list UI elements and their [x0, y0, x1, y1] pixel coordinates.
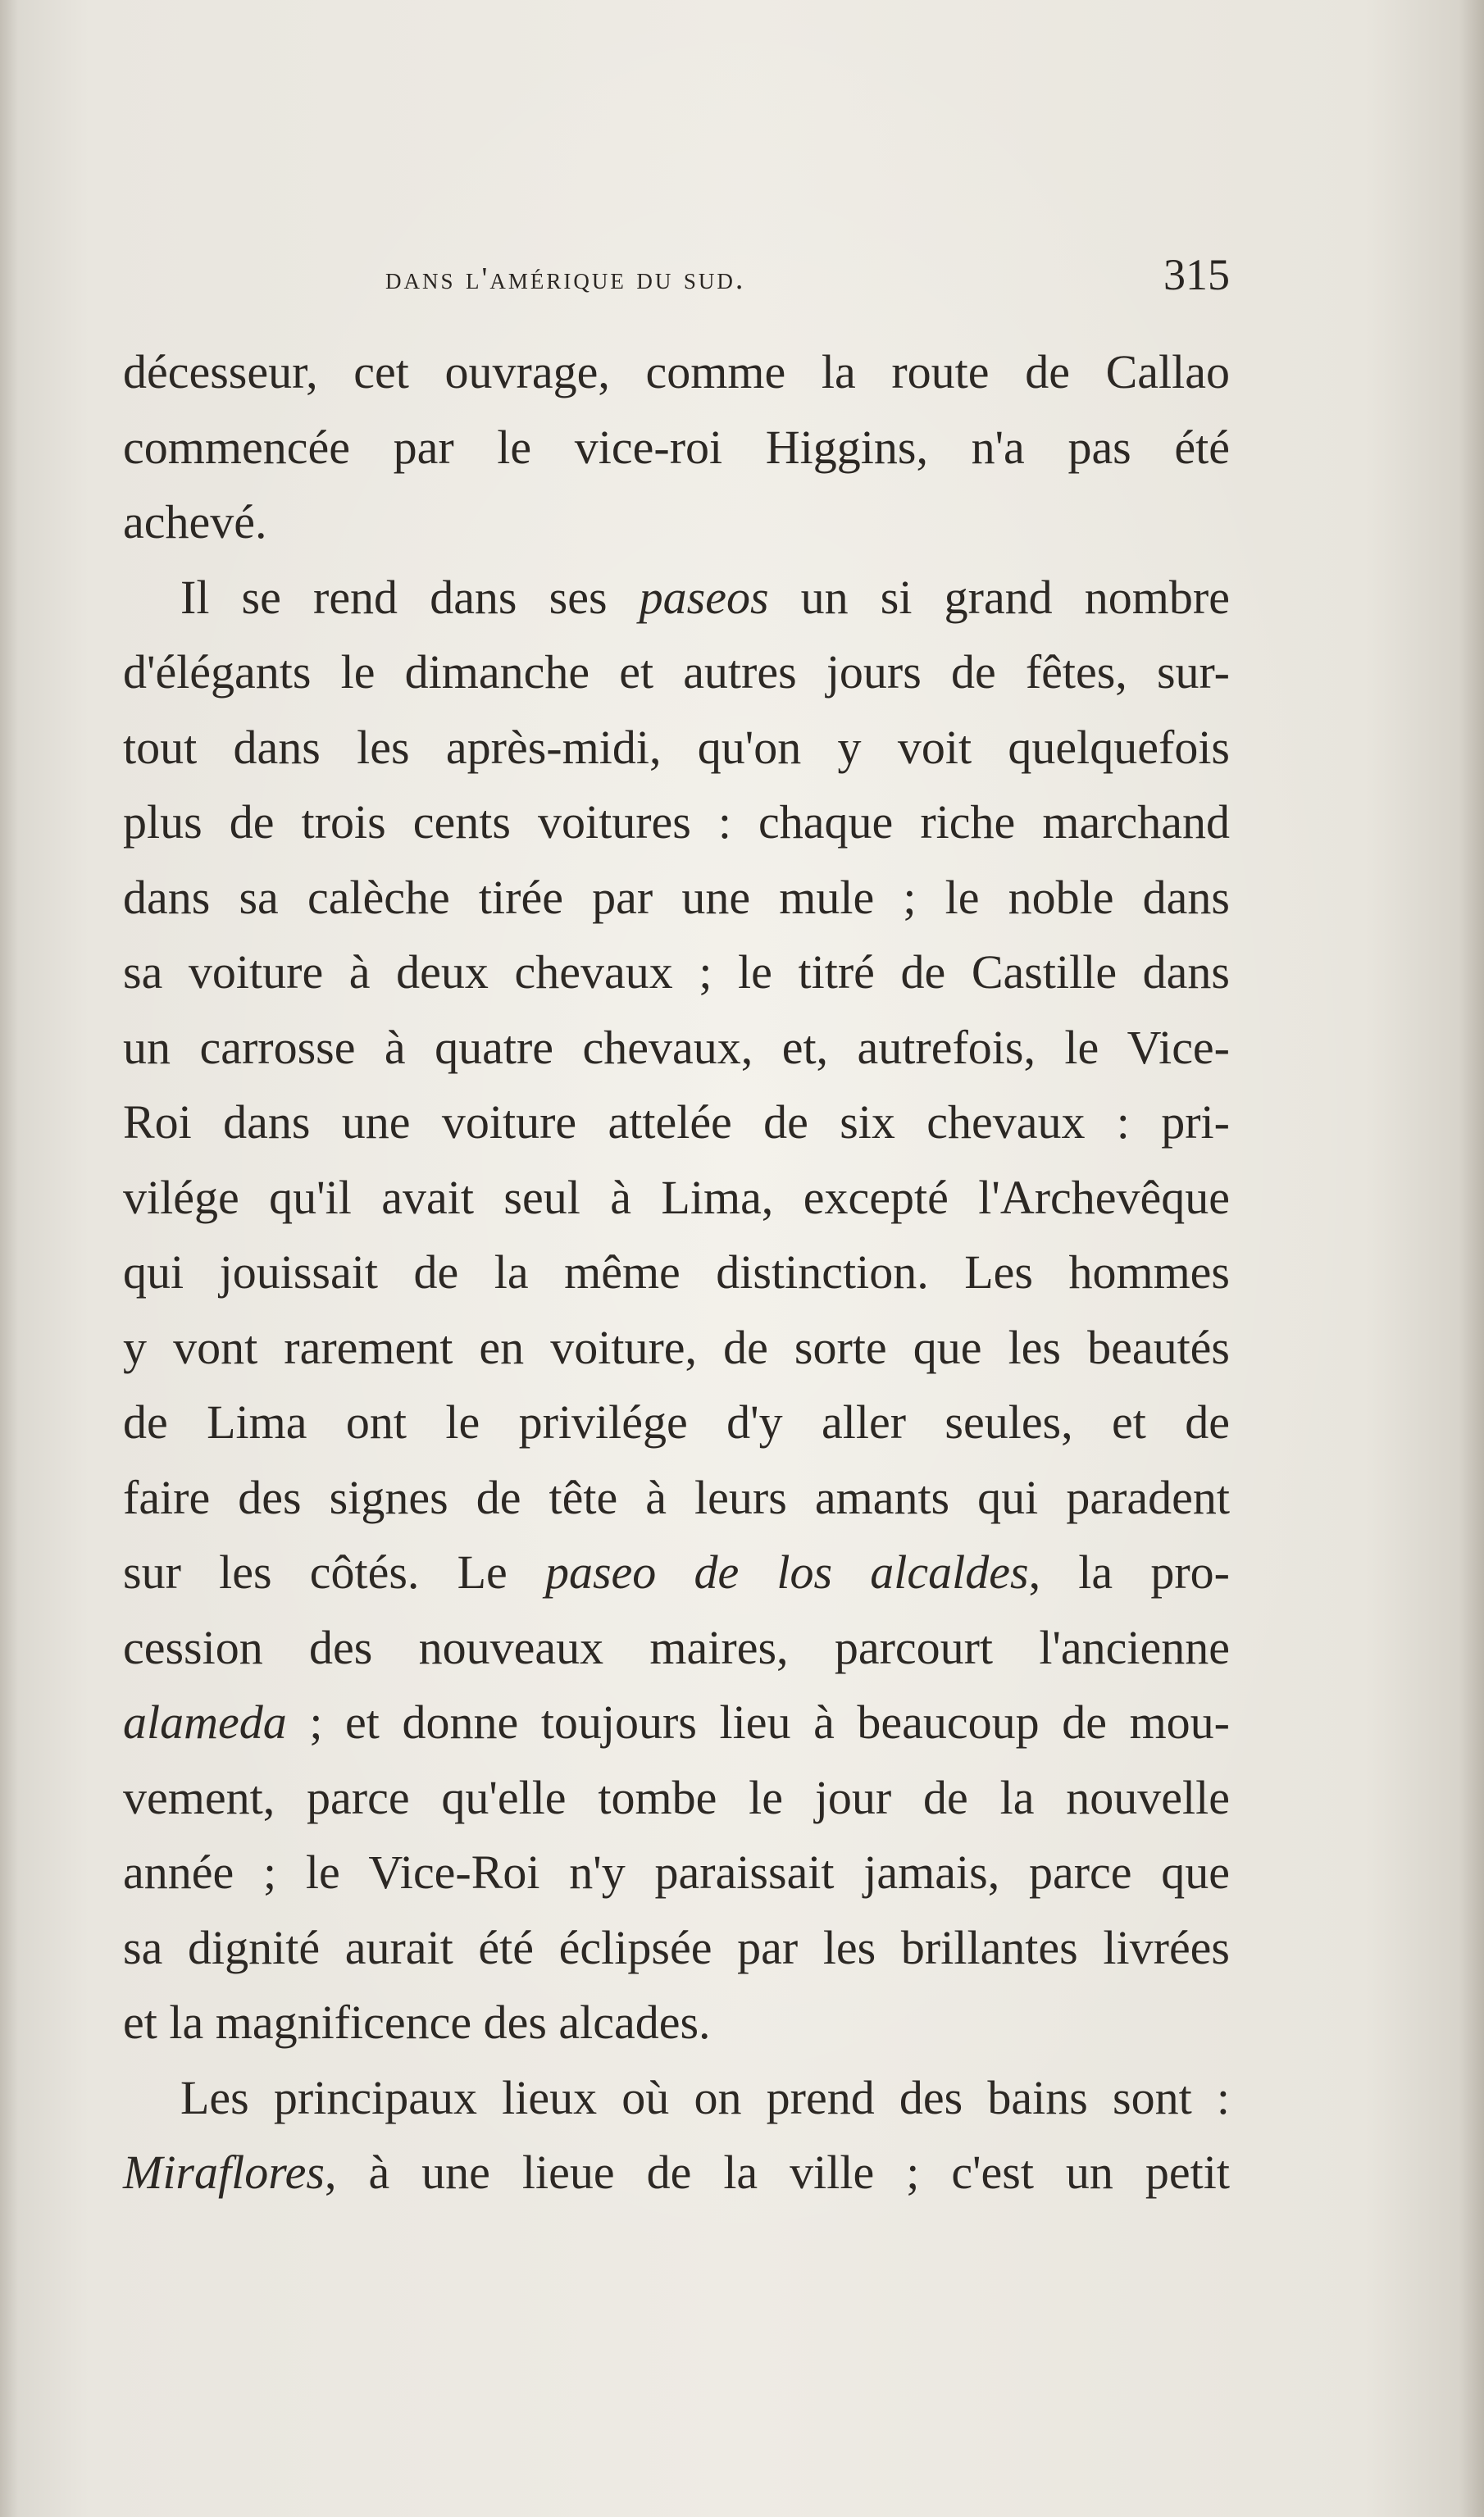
text-line: tout dans les après-midi, qu'on y voit quelquefois — [123, 720, 1230, 774]
text-line: vilége qu'il avait seul à Lima, excepté l'Archevêque — [123, 1170, 1230, 1224]
text-line: d'élégants le dimanche et autres jours de fêtes, sur- — [123, 645, 1230, 699]
italic-term: paseo de los alcaldes — [544, 1545, 1029, 1599]
text-line: faire des signes de tête à leurs amants qui paradent — [123, 1470, 1230, 1524]
text-line: qui jouissait de la même distinction. Les hommes — [123, 1245, 1230, 1299]
page-number: 315 — [1163, 250, 1230, 299]
text-line: décesseur, cet ouvrage, comme la route de Callao — [123, 345, 1230, 398]
text-line: et la magnificence des alcades. — [123, 1996, 711, 2049]
page-right-shadow — [1459, 0, 1484, 2517]
text-line: un carrosse à quatre chevaux, et, autrefois, le Vice- — [123, 1020, 1230, 1074]
text-line: Les principaux lieux où on prend des bains sont : — [180, 2070, 1230, 2124]
italic-term: alameda — [123, 1695, 287, 1749]
text-line: sur les côtés. Le paseo de los alcaldes, la pro- — [123, 1545, 1230, 1599]
text-line: plus de trois cents voitures : chaque riche marchand — [123, 795, 1230, 849]
text-line: sa dignité aurait été éclipsée par les brillantes livrées — [123, 1920, 1230, 1974]
text-line: de Lima ont le privilége d'y aller seules, et de — [123, 1395, 1230, 1449]
text-line: achevé. — [123, 495, 267, 548]
italic-term: Miraflores — [123, 2146, 325, 2199]
text-line: Il se rend dans ses paseos un si grand nombre — [180, 570, 1230, 624]
page-header — [123, 244, 1230, 310]
text-line: vement, parce qu'elle tombe le jour de la nouvelle — [123, 1770, 1230, 1824]
page-left-shadow — [0, 0, 18, 2517]
text-line: sa voiture à deux chevaux ; le titré de Castille dans — [123, 945, 1230, 999]
text-line: y vont rarement en voiture, de sorte que les beautés — [123, 1320, 1230, 1374]
running-head: dans l'amérique du sud. — [385, 262, 746, 296]
text-line: Roi dans une voiture attelée de six chevaux : pri- — [123, 1095, 1230, 1149]
text-line: commencée par le vice-roi Higgins, n'a pas été — [123, 420, 1230, 474]
text-line: dans sa calèche tirée par une mule ; le noble dans — [123, 870, 1230, 924]
body-text — [123, 335, 1230, 2210]
text-line: année ; le Vice-Roi n'y paraissait jamais, parce que — [123, 1846, 1230, 1899]
text-line: alameda ; et donne toujours lieu à beaucoup de mou- — [123, 1695, 1230, 1749]
text-line: Miraflores, à une lieue de la ville ; c'est un petit — [123, 2146, 1230, 2199]
italic-term: paseos — [639, 570, 769, 624]
text-line: cession des nouveaux maires, parcourt l'ancienne — [123, 1620, 1230, 1674]
